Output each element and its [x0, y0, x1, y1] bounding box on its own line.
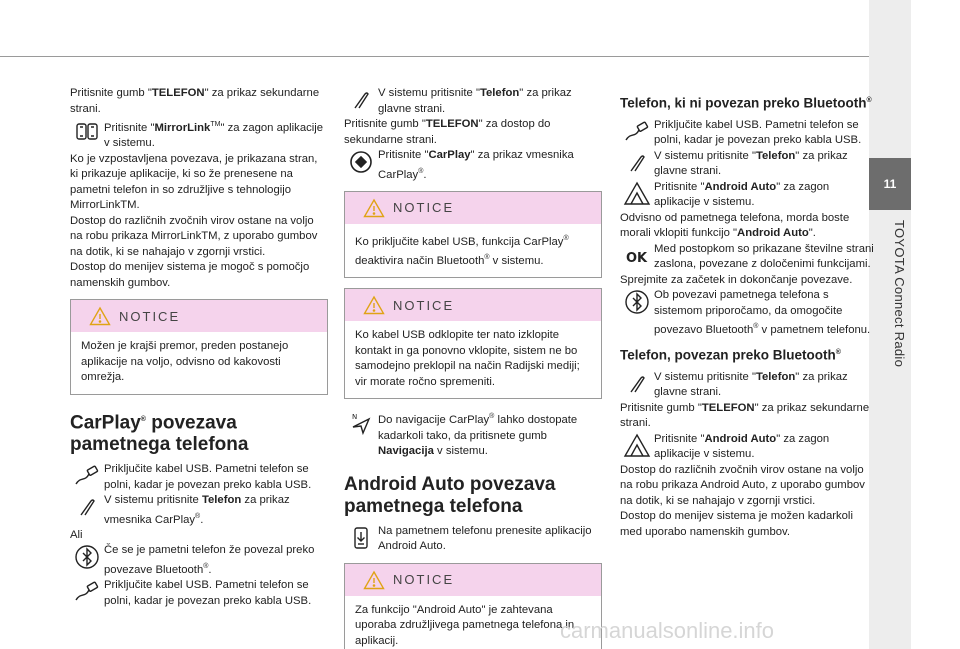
finger-press-icon — [70, 493, 104, 523]
instruction-row — [620, 432, 878, 463]
instruction-row — [344, 524, 602, 555]
usb-cable-icon — [70, 578, 104, 608]
instruction-row — [70, 117, 328, 152]
column-2 — [344, 86, 602, 649]
warning-triangle-icon — [363, 570, 385, 590]
notice-box — [344, 288, 602, 399]
paragraph: Ko je vzpostavljena povezava, je prikazana stran, ki prikazuje aplikacije, ki so že prenesene na pametni telefon in so združljive s tehnologijo MirrorLinkTM. — [70, 152, 318, 212]
instruction-text: Pritisnite "MirrorLink™" za zagon aplikacije v sistemu. — [104, 121, 324, 150]
instruction-row — [70, 462, 328, 493]
paragraph: Dostop do menijev sistema je mogoč s pomočjo namenskih gumbov. — [70, 261, 310, 289]
paragraph: Ali — [70, 528, 83, 541]
instruction-row — [344, 409, 602, 459]
instruction-row — [620, 370, 878, 401]
finger-press-icon — [620, 370, 654, 400]
notice-label: NOTICE — [393, 200, 455, 216]
instruction-text: Če se je pametni telefon že povezal preko povezave Bluetooth®. — [104, 544, 315, 576]
download-app-icon — [344, 524, 378, 554]
notice-header — [345, 192, 601, 224]
instruction-row — [344, 148, 602, 183]
instruction-row — [344, 86, 602, 117]
instruction-row — [620, 288, 878, 338]
warning-triangle-icon — [363, 295, 385, 315]
instruction-text: Pritisnite "CarPlay" za prikaz vmesnika CarPlay®. — [378, 149, 574, 181]
notice-header — [345, 289, 601, 321]
warning-triangle-icon — [363, 198, 385, 218]
instruction-text: Pritisnite "Android Auto" za zagon aplikacije v sistemu. — [654, 432, 830, 461]
notice-box — [344, 191, 602, 279]
watermark: carmanualsonline.info — [560, 618, 775, 643]
usb-cable-icon — [70, 462, 104, 492]
instruction-text: Ob povezavi pametnega telefona s sistemom priporočamo, da omogočite povezavo Bluetooth® v pametnem telefonu. — [654, 289, 871, 336]
android-auto-icon — [620, 432, 654, 462]
section-heading: Android Auto povezava pametnega telefona — [344, 473, 556, 517]
instruction-text: V sistemu pritisnite "Telefon" za prikaz glavne strani. — [378, 87, 572, 115]
usb-cable-icon — [620, 118, 654, 148]
notice-label: NOTICE — [393, 297, 455, 313]
paragraph: Sprejmite za začetek in dokončanje povezave. — [620, 273, 853, 286]
notice-text: Možen je krajši premor, preden postanejo aplikacije na voljo, odvisno od kakovosti omrežja. — [81, 340, 289, 384]
notice-header — [71, 300, 327, 332]
top-rule — [0, 56, 908, 57]
section-heading: CarPlay® povezava pametnega telefona — [70, 412, 249, 456]
paragraph: Pritisnite gumb "TELEFON" za dostop do sekundarne strani. — [344, 118, 551, 146]
instruction-text: V sistemu pritisnite "Telefon" za prikaz glavne strani. — [654, 370, 848, 399]
notice-label: NOTICE — [119, 308, 181, 324]
instruction-row — [620, 118, 878, 149]
instruction-text: V sistemu pritisnite Telefon za prikaz vmesnika CarPlay®. — [104, 494, 290, 526]
notice-text: Ko kabel USB odklopite ter nato izklopite kontakt in ga ponovno vklopite, sistem ne bo samodejno preklopil na način Radijski mediji; vir morate ročno spremeniti. — [355, 329, 580, 388]
instruction-text: Do navigacije CarPlay® lahko dostopate kadarkoli tako, da pritisnete gumb Navigacija v sistemu. — [378, 413, 578, 458]
paragraph: Dostop do različnih zvočnih virov ostane na voljo na robu prikaza Android Auto, z uporabo gumbov na dotik, ki se nahajajo v zgornji vrstici. — [620, 463, 865, 507]
carplay-icon — [344, 148, 378, 178]
side-tab-number: 11 — [869, 158, 911, 210]
ok-icon — [620, 242, 654, 272]
mirrorlink-icon — [70, 117, 104, 147]
paragraph: Odvisno od pametnega telefona, morda boste morali vklopiti funkcijo "Android Auto". — [620, 211, 850, 239]
notice-header — [345, 564, 601, 596]
notice-text: Ko priključite kabel USB, funkcija CarPlay® deaktivira način Bluetooth® v sistemu. — [355, 234, 569, 267]
warning-triangle-icon — [89, 306, 111, 326]
instruction-text: Pritisnite "Android Auto" za zagon aplikacije v sistemu. — [654, 180, 830, 208]
subsection-heading: Telefon, povezan preko Bluetooth® — [620, 347, 841, 363]
instruction-row — [70, 543, 328, 578]
notice-label: NOTICE — [393, 571, 455, 587]
instruction-text: Na pametnem telefonu prenesite aplikacijo Android Auto. — [378, 524, 592, 553]
instruction-row — [620, 180, 878, 211]
finger-press-icon — [620, 149, 654, 179]
bluetooth-icon — [70, 543, 104, 573]
finger-press-icon — [344, 86, 378, 116]
notice-text: Za funkcijo "Android Auto" je zahtevana uporaba združljivega pametnega telefona in aplikacij. — [355, 603, 575, 647]
android-auto-icon — [620, 180, 654, 210]
instruction-text: Priključite kabel USB. Pametni telefon se polni, kadar je povezan preko kabla USB. — [104, 463, 312, 491]
notice-box — [70, 299, 328, 395]
svg-text:OK: OK — [626, 250, 648, 266]
column-1 — [70, 86, 328, 609]
instruction-text: Priključite kabel USB. Pametni telefon se polni, kadar je povezan preko kabla USB. — [654, 118, 862, 146]
instruction-text: Med postopkom so prikazane številne strani zaslona, povezane z določenimi funkcijami. — [654, 242, 874, 270]
instruction-text: Priključite kabel USB. Pametni telefon se polni, kadar je povezan preko kabla USB. — [104, 579, 312, 607]
side-tab-label: TOYOTA Connect Radio — [892, 220, 907, 368]
subsection-heading: Telefon, ki ni povezan preko Bluetooth® — [620, 95, 872, 111]
paragraph: Dostop do menijev sistema je možen kadarkoli med uporabo namenskih gumbov. — [620, 510, 853, 538]
column-3 — [620, 86, 878, 540]
instruction-row — [70, 493, 328, 528]
bluetooth-icon — [620, 288, 654, 318]
paragraph: Dostop do različnih zvočnih virov ostane na voljo na robu prikaza MirrorLinkTM, z uporabo gumbov na dotik, ki se nahajajo v zgornji vrstici. — [70, 214, 318, 258]
instruction-row — [620, 242, 878, 273]
instruction-text: V sistemu pritisnite "Telefon" za prikaz glavne strani. — [654, 149, 848, 177]
svg-text:N: N — [352, 413, 358, 422]
paragraph: Pritisnite gumb "TELEFON" za prikaz sekundarne strani. — [620, 401, 870, 430]
instruction-row — [70, 578, 328, 609]
navigation-arrow-icon — [344, 409, 378, 439]
paragraph: Pritisnite gumb "TELEFON" za prikaz sekundarne strani. — [70, 87, 320, 115]
instruction-row — [620, 149, 878, 180]
